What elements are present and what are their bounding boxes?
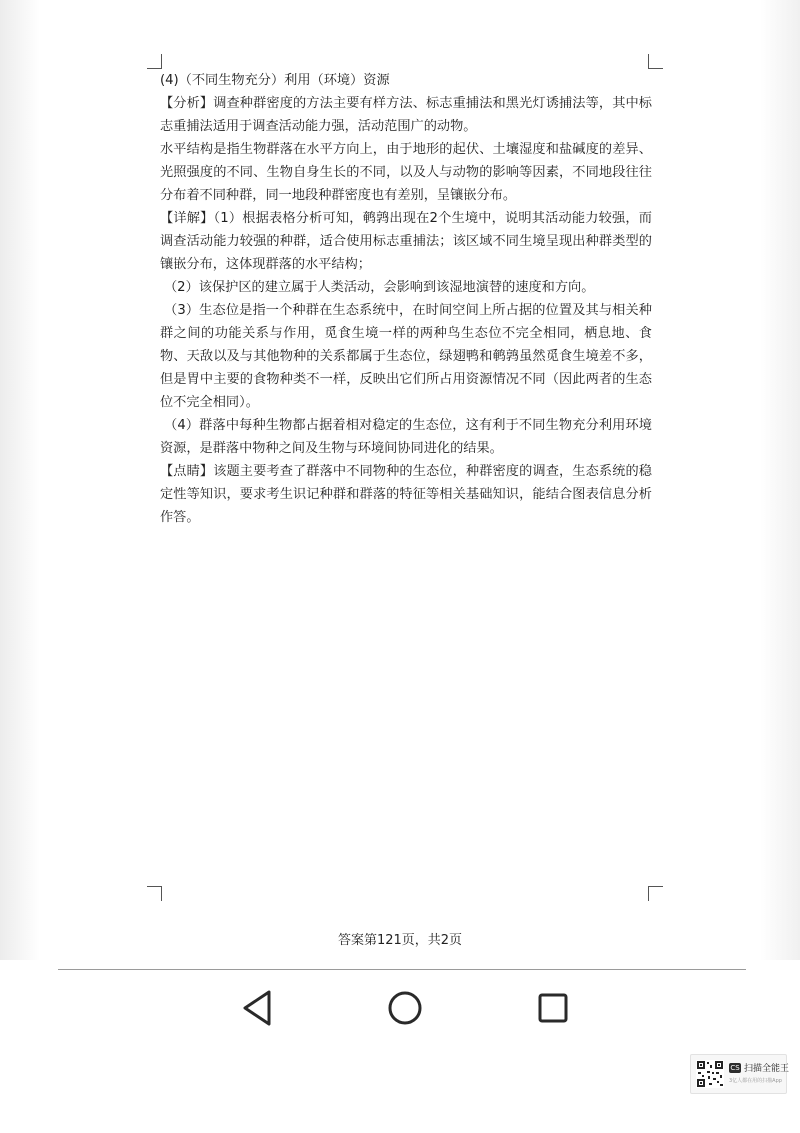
comment-paragraph: 【点睛】该题主要考查了群落中不同物种的生态位，种群密度的调查，生态系统的稳定性等知识，要求考生识记种群和群落的特征等相关基础知识，能结合图表信息分析作答。 (160, 464, 652, 525)
detail-paragraph: 【详解】（1）根据表格分析可知，鹌鹑出现在2个生境中，说明其活动能力较强，而调查活动能力较强的种群，适合使用标志重捕法；该区域不同生境呈现出种群类型的镶嵌分布，这体现群落的水平结构； (160, 211, 652, 272)
detail-part2-paragraph: （2）该保护区的建立属于人类活动，会影响到该湿地演替的速度和方向。 (164, 280, 595, 295)
answer-line-part4: (4)（不同生物充分）利用（环境）资源 (160, 73, 390, 88)
horizontal-structure-paragraph: 水平结构是指生物群落在水平方向上，由于地形的起伏、土壤湿度和盐碱度的差异、光照强度的不同、生物自身生长的不同，以及人与动物的影响等因素，不同地段往往分布着不同种群，同一地段种群密度也有差别，呈镶嵌分布。 (160, 142, 652, 203)
crop-mark-bottom-right (648, 886, 663, 901)
crop-mark-top-left (147, 54, 162, 69)
scanner-watermark (690, 1054, 790, 1094)
page-footer: 答案第121页，共2页 (337, 933, 463, 948)
recent-apps-icon[interactable] (532, 987, 574, 1029)
camscanner-logo-icon: CS (730, 1064, 740, 1072)
page-shadow-left (0, 0, 40, 960)
navbar-divider (58, 969, 746, 970)
watermark-title: 扫描全能王 (744, 1064, 790, 1074)
analysis-paragraph: 【分析】调查种群密度的方法主要有样方法、标志重捕法和黑光灯诱捕法等，其中标志重捕法适用于调查活动能力强，活动范围广的动物。 (160, 96, 652, 134)
crop-mark-top-right (648, 54, 663, 69)
answer-text-body (160, 69, 652, 529)
crop-mark-bottom-left (147, 886, 162, 901)
detail-part4-paragraph: （4）群落中每种生物都占据着相对稳定的生态位，这有利于不同生物充分利用环境资源，是群落中物种之间及生物与环境间协同进化的结果。 (160, 418, 652, 456)
qr-code-icon (696, 1060, 724, 1088)
page-shadow-right (760, 0, 800, 960)
home-icon[interactable] (384, 987, 426, 1029)
detail-part3-paragraph: （3）生态位是指一个种群在生态系统中，在时间空间上所占据的位置及其与相关种群之间的功能关系与作用，觅食生境一样的两种鸟生态位不完全相同，栖息地、食物、天敌以及与其他物种的关系都属于生态位，绿翅鸭和鹌鹑虽然觅食生境差不多，但是胃中主要的食物种类不一样，反映出它们所占用资源情况不同（因此两者的生态位不完全相同）。 (160, 303, 652, 410)
watermark-subtitle: 3亿人都在用的扫描App (729, 1078, 782, 1084)
back-icon[interactable] (238, 987, 280, 1029)
